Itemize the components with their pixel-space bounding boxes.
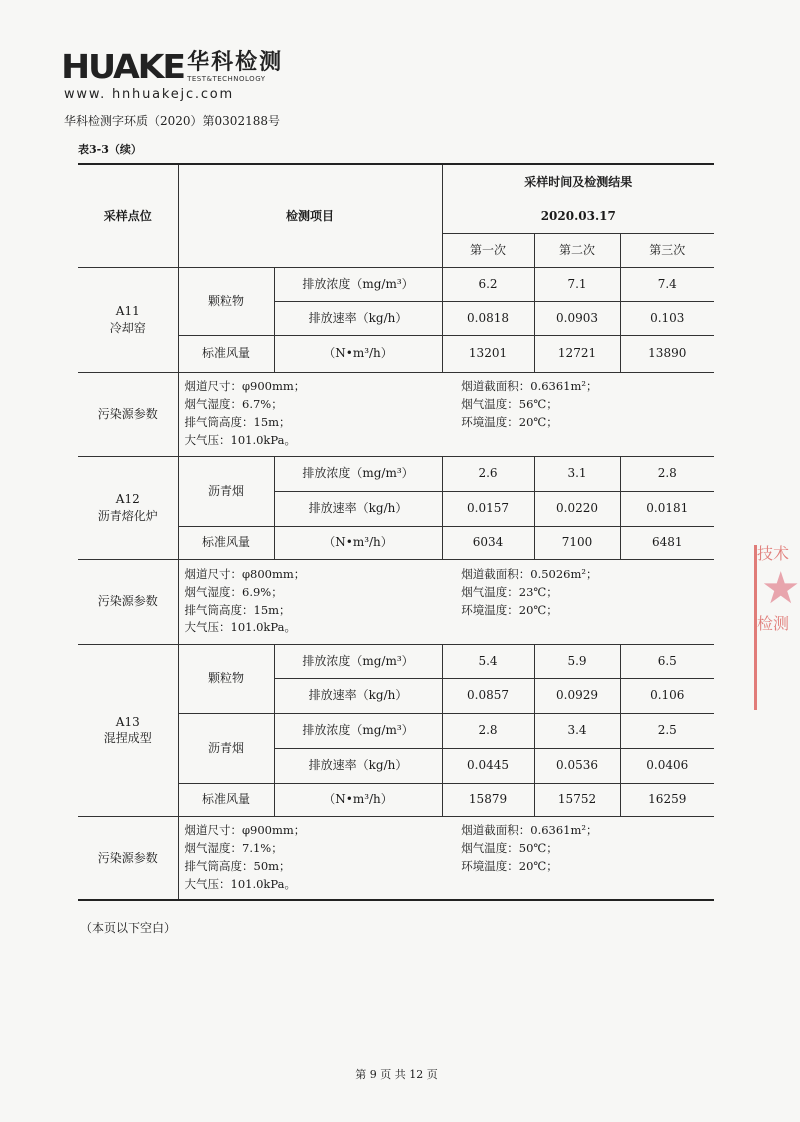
params-label: 污染源参数 [78,372,178,456]
value-cell: 15752 [534,783,620,816]
value-cell: 6.5 [620,644,714,678]
item-label: 排放浓度（mg/m³） [274,713,442,748]
value-cell: 3.1 [534,456,620,491]
header-run-3: 第三次 [620,233,714,267]
stamp-text-bottom: 检测 [757,613,790,633]
value-cell: 0.0903 [534,301,620,335]
param-line: 大气压：101.0kPa。 [184,620,296,635]
item-label: 排放浓度（mg/m³） [274,456,442,491]
value-cell: 0.0857 [442,678,534,713]
source-params-a13 [178,816,714,900]
value-cell: 0.0220 [534,491,620,526]
seal-stamp [754,545,798,710]
flow-unit: （N•m³/h） [274,526,442,559]
param-line: 排气筒高度：15m； [184,602,291,617]
item-label: 排放浓度（mg/m³） [274,644,442,678]
value-cell: 2.8 [442,713,534,748]
value-cell: 5.4 [442,644,534,678]
item-label: 排放速率（kg/h） [274,491,442,526]
value-cell: 15879 [442,783,534,816]
star-icon: ★ [761,562,800,614]
value-cell: 0.0818 [442,301,534,335]
flow-label: 标准风量 [178,526,274,559]
value-cell: 6034 [442,526,534,559]
company-logo [61,47,324,86]
param-line: 烟气温度：23℃； [461,584,558,599]
value-cell: 6481 [620,526,714,559]
stamp-text-top: 技术 [757,544,790,563]
flow-label: 标准风量 [178,783,274,816]
pollutant-a12: 沥青烟 [178,456,274,526]
item-label: 排放速率（kg/h） [274,748,442,783]
value-cell: 0.0181 [620,491,714,526]
value-cell: 7100 [534,526,620,559]
param-line: 排气筒高度：15m； [184,415,291,429]
param-line: 大气压：101.0kPa。 [184,876,296,891]
blank-below-note: （本页以下空白） [80,921,177,935]
value-cell: 0.0406 [620,748,714,783]
params-label: 污染源参数 [78,816,178,900]
header-test-item: 检测项目 [178,164,442,267]
item-label: 排放浓度（mg/m³） [274,267,442,301]
flow-unit: （N•m³/h） [274,783,442,816]
param-line: 烟气湿度：7.1%； [184,840,283,855]
value-cell: 0.0536 [534,748,620,783]
pollutant-a13-particulate: 颗粒物 [178,644,274,713]
param-line: 烟道尺寸：φ900mm； [184,823,306,838]
value-cell: 0.0929 [534,678,620,713]
param-line: 烟气湿度：6.7%； [184,397,283,412]
value-cell: 0.0157 [442,491,534,526]
item-label: 排放速率（kg/h） [274,678,442,713]
param-line: 排气筒高度：50m； [184,858,291,873]
param-line: 烟气温度：50℃； [461,840,558,855]
item-label: 排放速率（kg/h） [274,301,442,335]
param-line: 烟气温度：56℃； [461,397,558,412]
value-cell: 13201 [442,335,534,372]
source-params-a11 [178,372,714,456]
logo-mark: HUAKE [61,47,184,86]
param-line: 烟道截面积：0.5026m²； [461,566,598,581]
header-sampling-point: 采样点位 [78,164,178,267]
point-a12: A12 沥青熔化炉 [78,456,178,559]
table-caption: 表3-3（续） [78,143,142,156]
param-line: 烟气湿度：6.9%； [184,584,283,599]
pollutant-a13-asphalt: 沥青烟 [178,713,274,783]
param-line: 烟道尺寸：φ900mm； [184,379,306,394]
results-table [78,163,714,901]
value-cell: 16259 [620,783,714,816]
value-cell: 6.2 [442,267,534,301]
report-number: 华科检测字环质（2020）第0302188号 [64,114,280,128]
pollutant-a11: 颗粒物 [178,267,274,335]
header-date: 2020.03.17 [442,199,714,233]
param-line: 烟道截面积：0.6361m²； [461,379,598,394]
source-params-a12 [178,559,714,644]
value-cell: 5.9 [534,644,620,678]
value-cell: 7.1 [534,267,620,301]
page-number: 第 9 页 共 12 页 [355,1068,438,1081]
header-run-2: 第二次 [534,233,620,267]
value-cell: 2.8 [620,456,714,491]
flow-label: 标准风量 [178,335,274,372]
value-cell: 3.4 [534,713,620,748]
param-line: 大气压：101.0kPa。 [184,432,296,447]
param-line: 环境温度：20℃； [461,602,558,617]
value-cell: 12721 [534,335,620,372]
value-cell: 7.4 [620,267,714,301]
value-cell: 2.6 [442,456,534,491]
company-header [61,47,324,102]
param-line: 环境温度：20℃； [461,415,558,429]
logo-english-name: TEST&TECHNOLOGY [187,75,266,83]
header-results: 采样时间及检测结果 [442,164,714,199]
value-cell: 0.106 [620,678,714,713]
point-a13: A13 混捏成型 [78,644,178,816]
param-line: 环境温度：20℃； [461,858,558,873]
param-line: 烟道尺寸：φ800mm； [184,566,306,581]
flow-unit: （N•m³/h） [274,335,442,372]
value-cell: 0.0445 [442,748,534,783]
value-cell: 13890 [620,335,714,372]
point-a11: A11 冷却窑 [78,267,178,372]
header-run-1: 第一次 [442,233,534,267]
param-line: 烟道截面积：0.6361m²； [461,823,598,838]
value-cell: 0.103 [620,301,714,335]
value-cell: 2.5 [620,713,714,748]
params-label: 污染源参数 [78,559,178,644]
company-website: www. hnhuakejc.com [64,87,235,102]
logo-chinese-name: 华科检测 [187,50,284,75]
